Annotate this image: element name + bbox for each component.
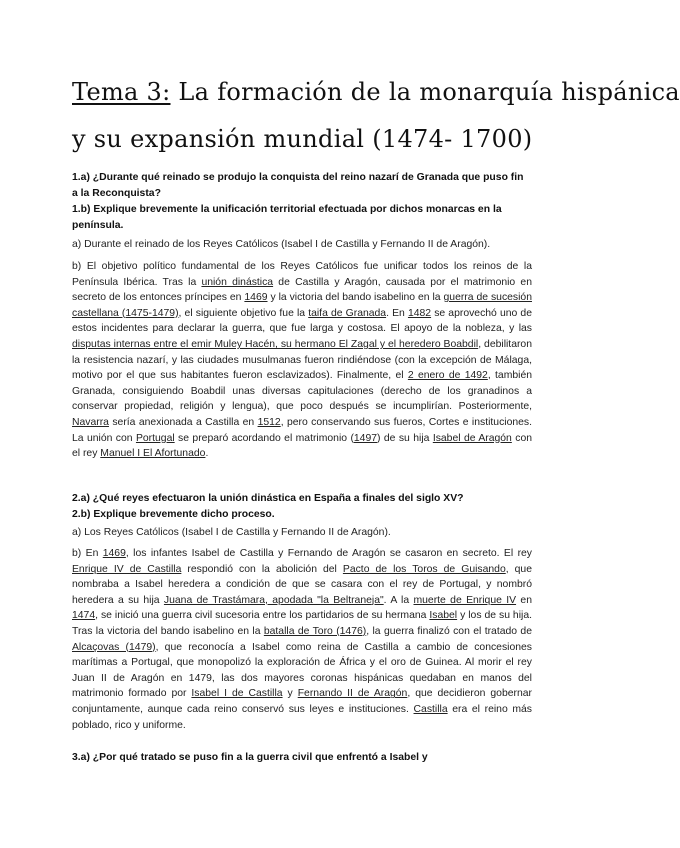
answer-2b: b) En 1469, los infantes Isabel de Castilla y Fernando de Aragón se casaron en secreto. El rey Enrique IV de Castilla respondió con la abolición del Pacto de los Toros de Guisando, que nombraba a Isabel heredera a condición de que se casara con el rey de Portugal, y nombró heredera a su hija Juana de Trastámara, apodada "la Beltraneja". A la muerte de Enrique IV en 1474, se inició una guerra civil sucesoria entre los partidarios de su hermana Isabel y los de su hija. Tras la victoria del bando isabelino en la batalla de Toro (1476), la guerra finalizó con el tratado de Alcaçovas (1479), que reconocía a Isabel como reina de Castilla a cambio de concesiones marítimas a Portugal, que monopolizó la exploración de África y el oro de Guinea. Al morir el rey Juan II de Aragón en 1479, las dos mayores coronas hispánicas quedaban en manos del matrimonio formado por Isabel I de Castilla y Fernando II de Aragón, que decidieron gobernar conjuntamente, aunque cada reino conservó sus leyes e instituciones. Castilla era el reino más poblado, rico y uniforme. <box>72 548 532 731</box>
term-1512: 1512 <box>257 416 281 428</box>
page-title-line-2: y su expansión mundial (1474- 1700) <box>72 125 533 153</box>
term-portugal: Portugal <box>135 432 175 444</box>
term-2-enero-1492: 2 enero de 1492 <box>407 370 488 382</box>
answer-1b: b) El objetivo político fundamental de los Reyes Católicos fue unificar todos los reinos de la Península Ibérica. Tras la unión dinástica de Castilla y Aragón, causada por el matrimonio en secreto de los entonces príncipes en 1469 y la victoria del bando isabelino en la guerra de sucesión castellana (1475-1479), el siguiente objetivo fue la taifa de Granada. En 1482 se aprovechó uno de estos incidentes para declarar la guerra, que fue larga y costosa. El apoyo de la nobleza, y las disputas internas entre el emir Muley Hacén, su hermano El Zagal y el heredero Boabdil, debilitaron la resistencia nazarí, y las ciudades musulmanas fueron rindiéndose (con la excepción de Málaga, motivo por el que sus habitantes fueron esclavizados). Finalmente, el 2 enero de 1492, también Granada, consiguiendo Boabdil unas diversas capitulaciones (derecho de los granadinos a conservar propiedad, religión y lengua), que poco después se incumplirían. Posteriormente, Navarra sería anexionada a Castilla en 1512, pero conservando sus fueros, Cortes e instituciones. La unión con Portugal se preparó acordando el matrimonio (1497) de su hija Isabel de Aragón con el rey Manuel I El Afortunado. <box>72 261 533 460</box>
title-topic-number: Tema 3: <box>72 78 171 106</box>
question-3 <box>72 750 532 766</box>
term-castilla: Castilla <box>413 703 448 715</box>
term-pacto-guisando: Pacto de los Toros de Guisando <box>342 563 506 575</box>
term-1482: 1482 <box>407 307 432 319</box>
question-1b: 1.b) Explique brevemente la unificación territorial efectuada por dichos monarcas en la península. <box>72 204 502 231</box>
question-2 <box>72 491 532 523</box>
term-1469-b: 1469 <box>102 548 126 559</box>
term-1469: 1469 <box>244 292 268 304</box>
question-1 <box>72 170 532 234</box>
term-alcacovas: Alcaçovas (1479) <box>72 641 156 653</box>
answer-1a: a) Durante el reinado de los Reyes Católicos (Isabel I de Castilla y Fernando II de Aragón). <box>72 239 491 250</box>
question-3a: 3.a) ¿Por qué tratado se puso fin a la guerra civil que enfrentó a Isabel y <box>72 752 428 763</box>
term-isabel: Isabel <box>429 610 458 622</box>
term-guerra-sucesion: guerra de sucesión castellana (1475-1479) <box>72 292 532 319</box>
term-batalla-toro: batalla de Toro (1476) <box>263 625 367 637</box>
term-navarra: Navarra <box>72 416 109 428</box>
answer-2a: a) Los Reyes Católicos (Isabel I de Castilla y Fernando II de Aragón). <box>72 527 391 538</box>
term-manuel-i: Manuel I El Afortunado <box>100 448 206 460</box>
term-taifa-granada: taifa de Granada <box>308 307 387 319</box>
term-juana-beltraneja: Juana de Trastámara, apodada "la Beltraneja" <box>163 594 384 606</box>
title-topic-name: La formación de la monarquía hispánica <box>170 78 680 106</box>
question-1a: 1.a) ¿Durante qué reinado se produjo la conquista del reino nazarí de Granada que puso fin a la Reconquista? <box>72 172 524 199</box>
term-fernando-ii: Fernando II de Aragón <box>297 688 408 700</box>
term-muerte-enrique-iv: muerte de Enrique IV <box>413 594 517 606</box>
question-2a: 2.a) ¿Qué reyes efectuaron la unión dinástica en España a finales del siglo XV? <box>72 493 464 504</box>
question-2b: 2.b) Explique brevemente dicho proceso. <box>72 509 275 520</box>
page-title-line-1 <box>72 78 680 106</box>
term-isabel-aragon: Isabel de Aragón <box>432 432 512 444</box>
term-1474: 1474 <box>72 610 96 622</box>
term-disputas-internas: disputas internas entre el emir Muley Hacén, su hermano El Zagal y el heredero Boabdil <box>72 338 479 350</box>
term-1497: 1497 <box>353 432 378 444</box>
term-isabel-i-castilla: Isabel I de Castilla <box>191 688 283 700</box>
term-union-dinastica: unión dinástica <box>201 276 274 288</box>
term-enrique-iv: Enrique IV de Castilla <box>72 563 182 575</box>
